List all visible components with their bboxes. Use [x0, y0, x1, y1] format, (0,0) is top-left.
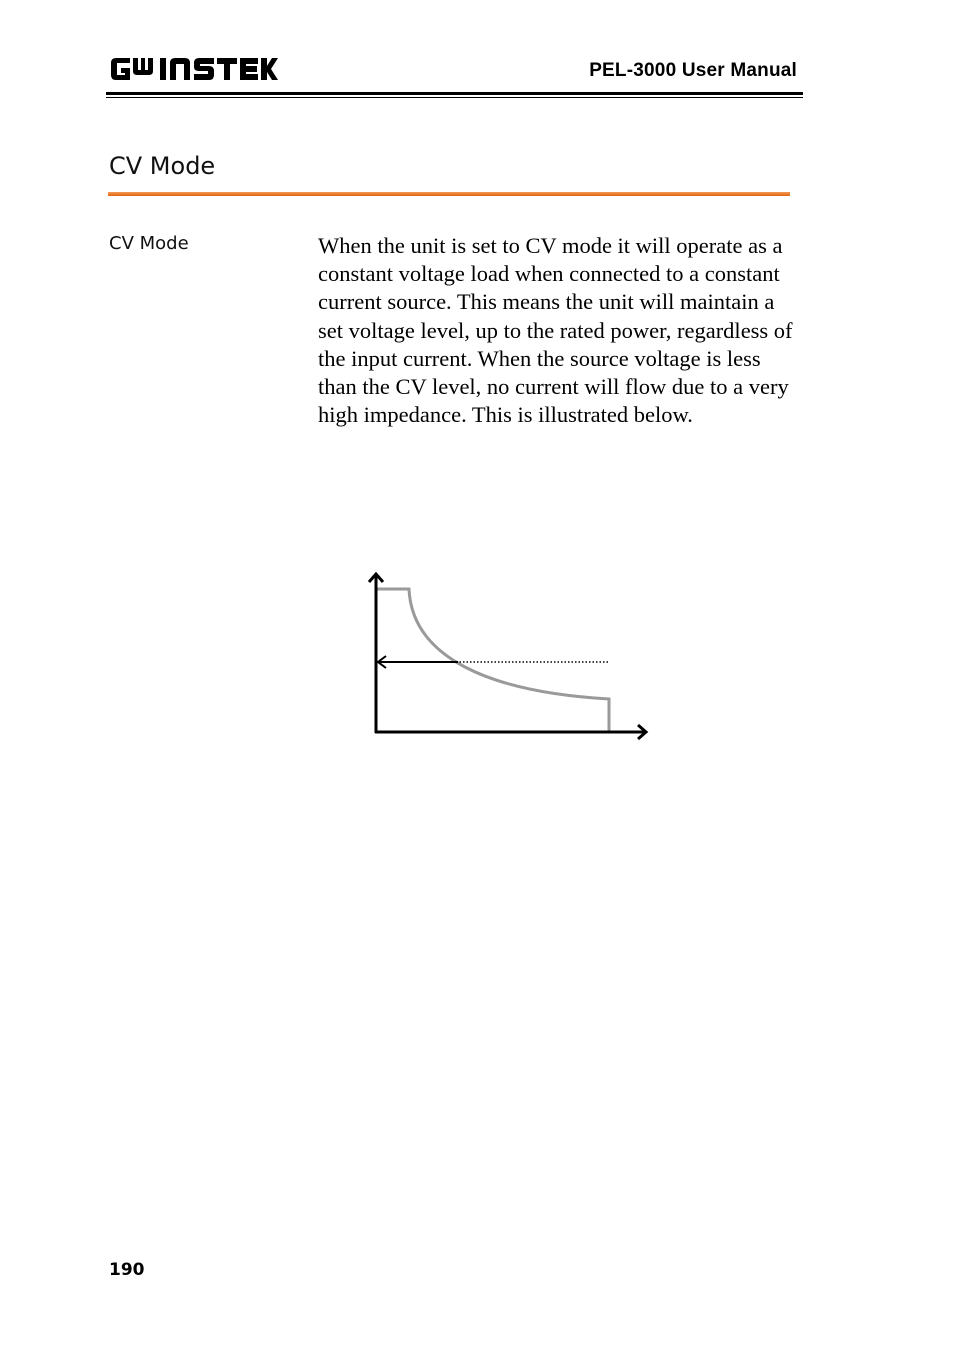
- section-title: CV Mode: [109, 152, 216, 180]
- page-number: 190: [109, 1260, 145, 1280]
- header-rule-thin: [106, 97, 803, 98]
- section-divider: [108, 192, 790, 196]
- manual-title: PEL-3000 User Manual: [589, 60, 797, 81]
- side-label: CV Mode: [109, 233, 189, 254]
- cv-mode-diagram: [366, 570, 656, 745]
- body-paragraph: When the unit is set to CV mode it will operate as a constant voltage load when connected to a constant current source. This means the unit will maintain a set voltage level, up to the rated power, regardless of the input current. When the source voltage is less than the CV level, no current will flow due to a very high impedance. This is illustrated below.: [318, 233, 793, 428]
- header-rule-thick: [106, 92, 803, 95]
- cv-curve: [377, 589, 609, 732]
- gwinstek-logo: [108, 54, 278, 84]
